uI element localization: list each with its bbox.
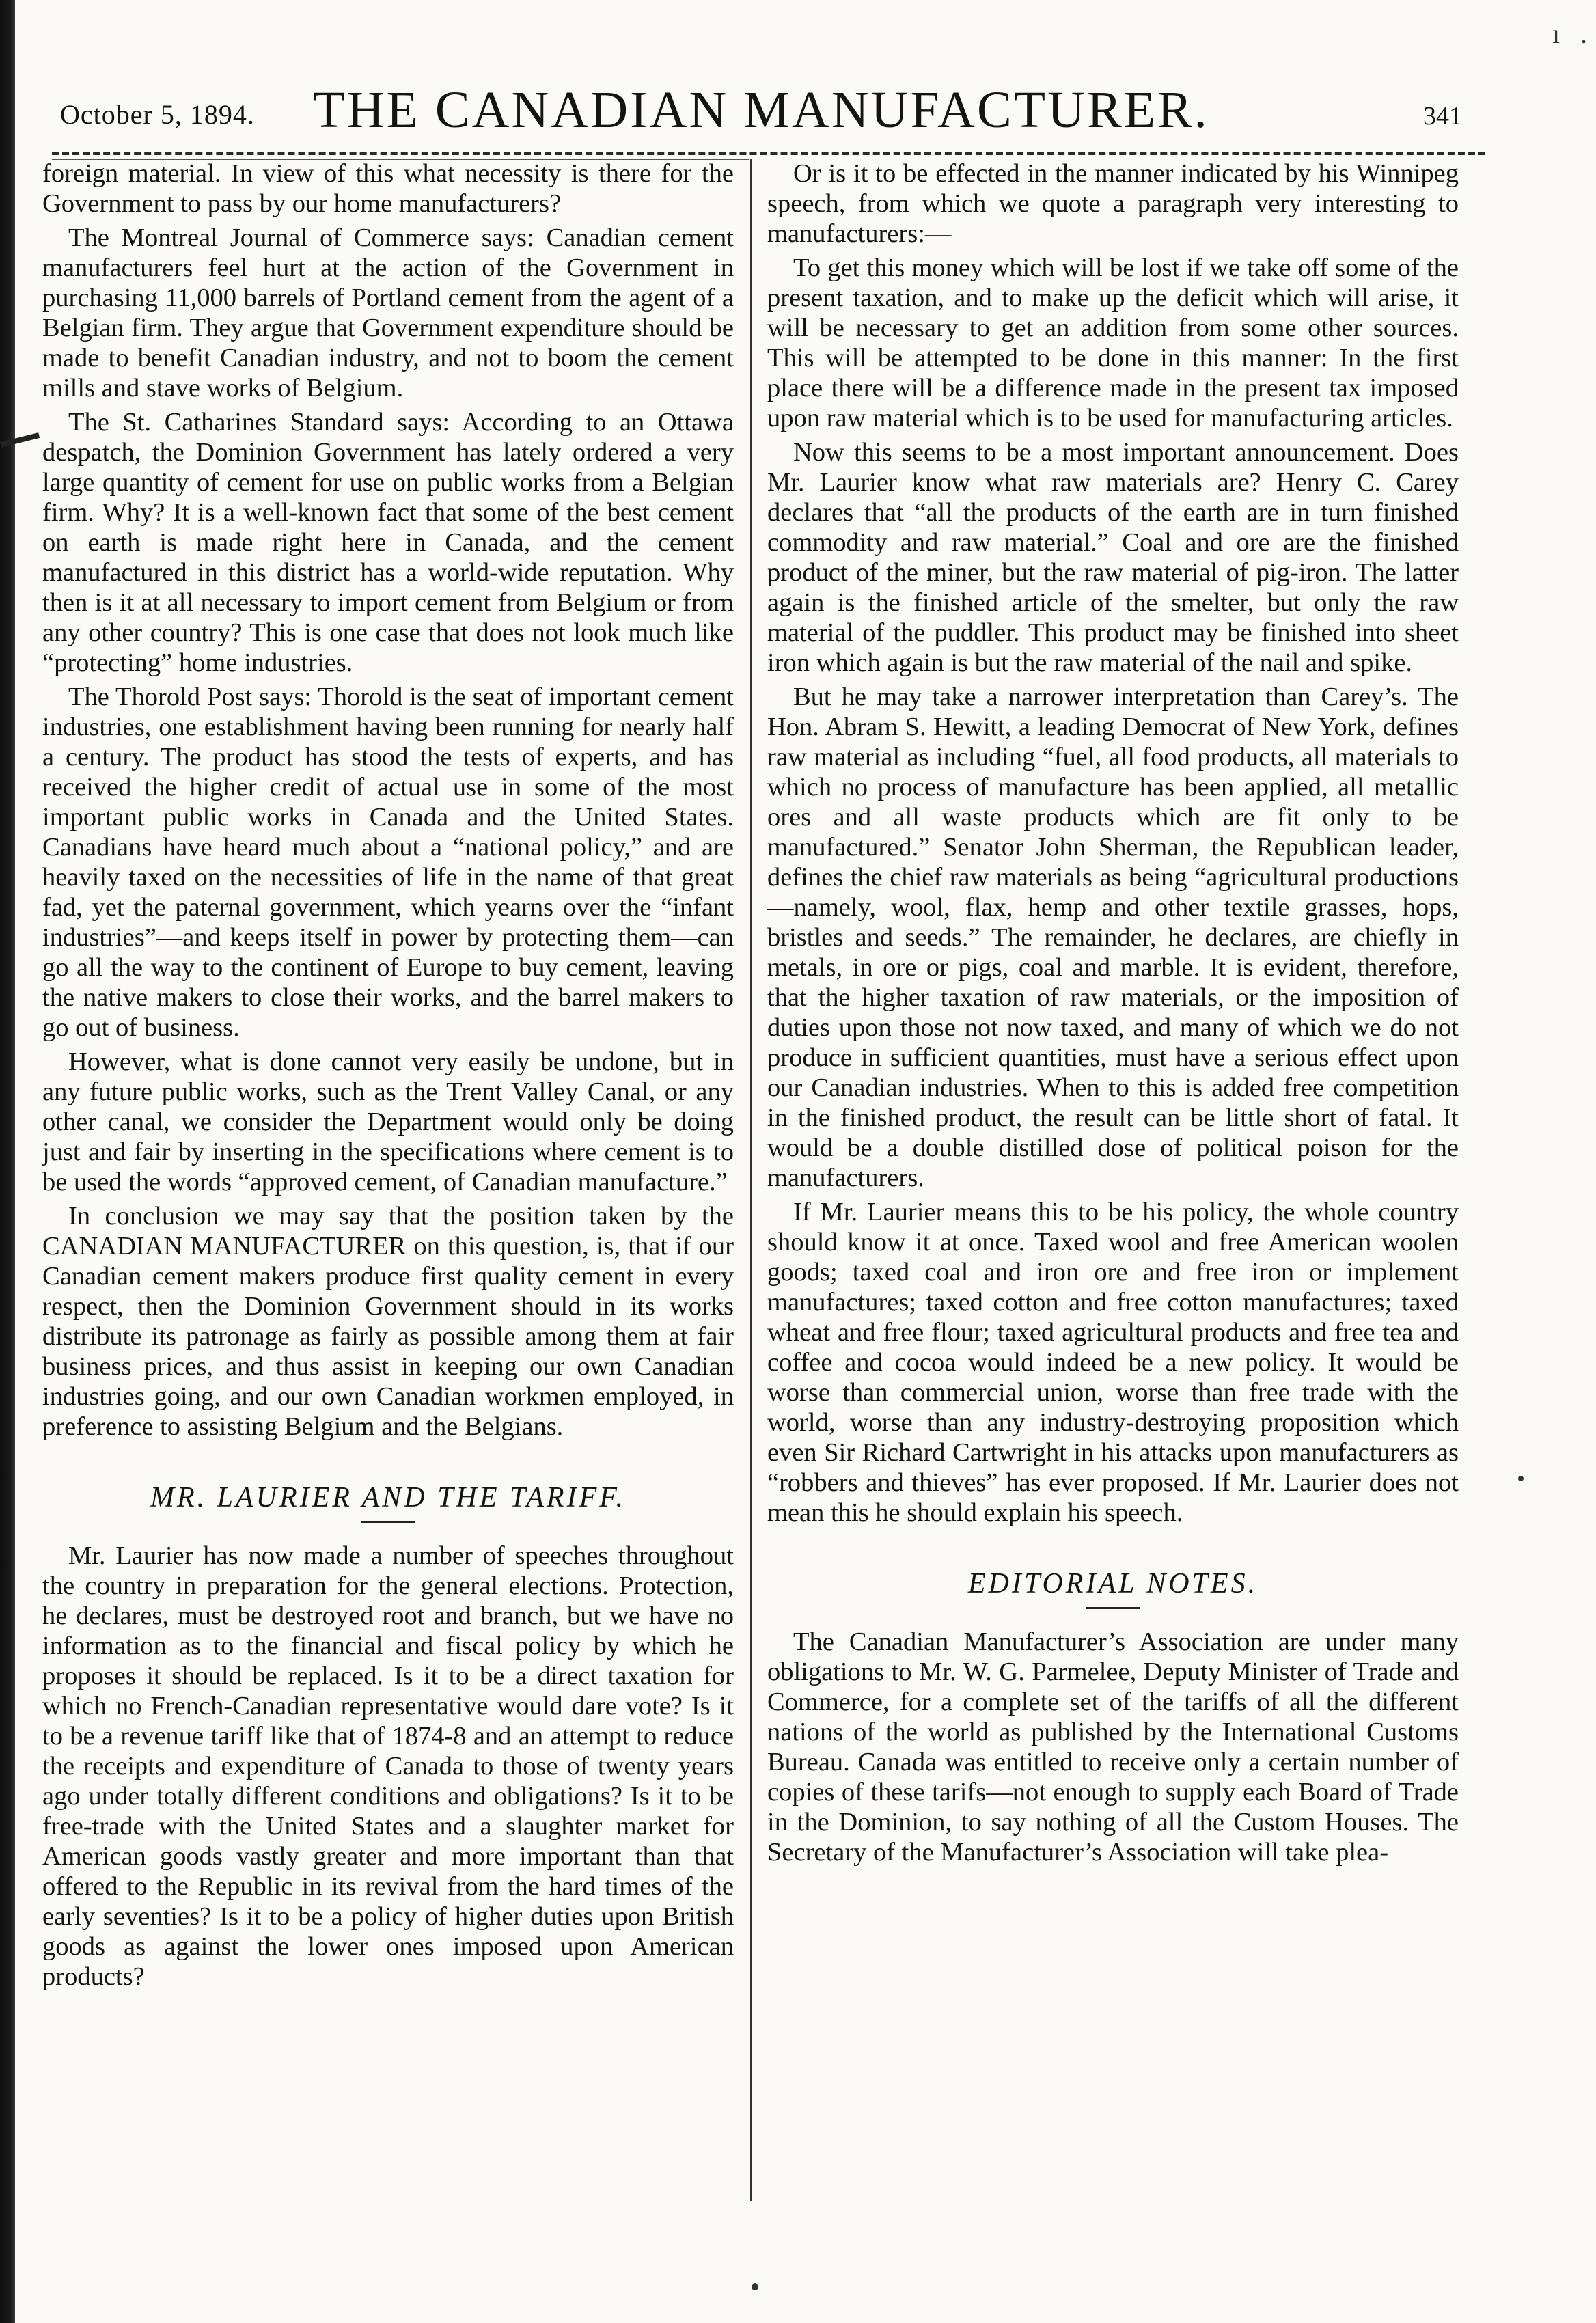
- paragraph: Mr. Laurier has now made a number of speeches throughout the country in preparation for the general elections. Protection, he declares, must be destroyed root and branch, but we have no information as to the financial and fiscal policy by which he proposes it should be replaced. Is it to be a direct taxation for which no French-Canadian representative would dare vote? Is it to be a revenue tariff like that of 1874-8 and an attempt to reduce the receipts and expenditure of Canada to those of twenty years ago under totally different conditions and obligations? Is it to be free-trade with the United States and a slaughter market for American goods vastly greater and more important than that offered to the Republic in its revival from the hard times of the early seventies? Is it to be a policy of higher duties upon British goods as against the lower ones imposed upon American products?: [42, 1541, 734, 1991]
- column-divider: [750, 159, 752, 2201]
- paragraph: The St. Catharines Standard says: According to an Ottawa despatch, the Dominion Government has lately ordered a very large quantity of cement for use on public works from a Belgian firm. Why? It is a well-known fact that some of the best cement on earth is made right here in Canada, and the cement manufactured in this district has a world-wide reputation. Why then is it at all necessary to import cement from Belgium or from any other country? This is one case that does not look much like “protecting” home industries.: [42, 408, 734, 677]
- quoted-paragraph: To get this money which will be lost if we take off some of the present taxation, and to make up the deficit which will arise, it will be necessary to get an addition from some other sources. This will be attempted to be done in this manner: In the first place there will be a difference made in the present tax imposed upon raw material which is to be used for manufacturing articles.: [767, 253, 1459, 432]
- paragraph: But he may take a narrower interpretation than Carey’s. The Hon. Abram S. Hewitt, a leading Democrat of New York, defines raw material as including “fuel, all food products, all materials to which no process of manufacture has been applied, all metallic ores and all waste products which are fit only to be manufactured.” Senator John Sherman, the Republican leader, defines the chief raw materials as being “agricultural productions—namely, wool, flax, hemp and other textile grasses, hops, bristles and seeds.” The remainder, he declares, are chiefly in metals, in ore or pigs, coal and marble. It is evident, therefore, that the higher taxation of raw materials, or the imposition of duties upon those not now taxed, and many of which we do not produce in sufficient quantities, must have a serious effect upon our Canadian industries. When to this is added free competition in the finished product, the result can be little short of fatal. It would be a double distilled dose of political poison for the manufacturers.: [767, 683, 1459, 1192]
- paragraph: Or is it to be effected in the manner indicated by his Winnipeg speech, from which we quote a paragraph very interesting to manufacturers:—: [767, 159, 1459, 248]
- print-speck: [752, 2283, 758, 2290]
- page-number: 341: [1423, 102, 1462, 130]
- header-rule: [52, 152, 1485, 155]
- paragraph: Now this seems to be a most important announcement. Does Mr. Laurier know what raw materials are? Henry C. Carey declares that “all the products of the earth are in turn finished commodity and raw material.” Coal and ore are the finished product of the miner, but the raw material of pig-iron. The latter again is the finished article of the smelter, but only the raw material of the puddler. This product may be finished into sheet iron which again is but the raw material of the nail and spike.: [767, 438, 1459, 677]
- paragraph: The Montreal Journal of Commerce says: Canadian cement manufacturers feel hurt at the action of the Government in purchasing 11,000 barrels of Portland cement from the agent of a Belgian firm. They argue that Government expenditure should be made to benefit Canadian industry, and not to boom the cement mills and stave works of Belgium.: [42, 223, 734, 402]
- left-column: [42, 159, 734, 1996]
- print-speck: [1518, 1476, 1524, 1481]
- page-header: [60, 81, 1462, 157]
- heading-rule: [361, 1521, 415, 1523]
- corner-speck-marks: ı .: [1552, 18, 1595, 49]
- section-heading: MR. LAURIER AND THE TARIFF.: [150, 1482, 626, 1513]
- right-column: [767, 159, 1459, 1871]
- issue-date: October 5, 1894.: [60, 99, 255, 130]
- paragraph: If Mr. Laurier means this to be his policy, the whole country should know it at once. Taxed wool and free American woolen goods; taxed coal and iron ore and free iron or implement manufactures; taxed cotton and free cotton manufactures; taxed wheat and free flour; taxed agricultural products and free tea and coffee and cocoa would indeed be a new policy. It would be worse than commercial union, worse than free trade with the world, worse than any industry-destroying proposition which even Sir Richard Cartwright in his attacks upon manufacturers as “robbers and thieves” has ever proposed. If Mr. Laurier does not mean this he should explain his speech.: [767, 1198, 1459, 1527]
- publication-title: THE CANADIAN MANUFACTURER.: [313, 81, 1209, 139]
- paragraph: The Thorold Post says: Thorold is the seat of important cement industries, one establishment having been running for nearly half a century. The product has stood the tests of experts, and has received the higher credit of actual use in some of the most important public works in Canada and the United States. Canadians have heard much about a “national policy,” and are heavily taxed on the necessities of life in the name of that great fad, yet the paternal government, which yearns over the “infant industries”—and keeps itself in power by protecting them—can go all the way to the continent of Europe to buy cement, leaving the native makers to close their works, and the barrel makers to go out of business.: [42, 683, 734, 1042]
- heading-rule: [1086, 1607, 1140, 1609]
- section-heading: EDITORIAL NOTES.: [967, 1568, 1258, 1599]
- page-binding-edge: [0, 0, 15, 2323]
- paragraph: foreign material. In view of this what necessity is there for the Government to pass by our home manufacturers?: [42, 159, 734, 218]
- paragraph: The Canadian Manufacturer’s Association are under many obligations to Mr. W. G. Parmelee, Deputy Minister of Trade and Commerce, for a complete set of the tariffs of all the different nations of the world as published by the International Customs Bureau. Canada was entitled to receive only a certain number of copies of these tarifs—not enough to supply each Board of Trade in the Dominion, to say nothing of all the Custom Houses. The Secretary of the Manufacturer’s Association will take plea-: [767, 1627, 1459, 1867]
- paragraph: However, what is done cannot very easily be undone, but in any future public works, such as the Trent Valley Canal, or any other canal, we consider the Department would only be doing just and fair by inserting in the specifications where cement is to be used the words “approved cement, of Canadian manufacture.”: [42, 1047, 734, 1196]
- paragraph: In conclusion we may say that the position taken by the CANADIAN MANUFACTURER on this question, is, that if our Canadian cement makers produce first quality cement in every respect, then the Dominion Government should in its works distribute its patronage as fairly as possible among them at fair business prices, and thus assist in keeping our own Canadian industries going, and our own Canadian workmen employed, in preference to assisting Belgium and the Belgians.: [42, 1202, 734, 1441]
